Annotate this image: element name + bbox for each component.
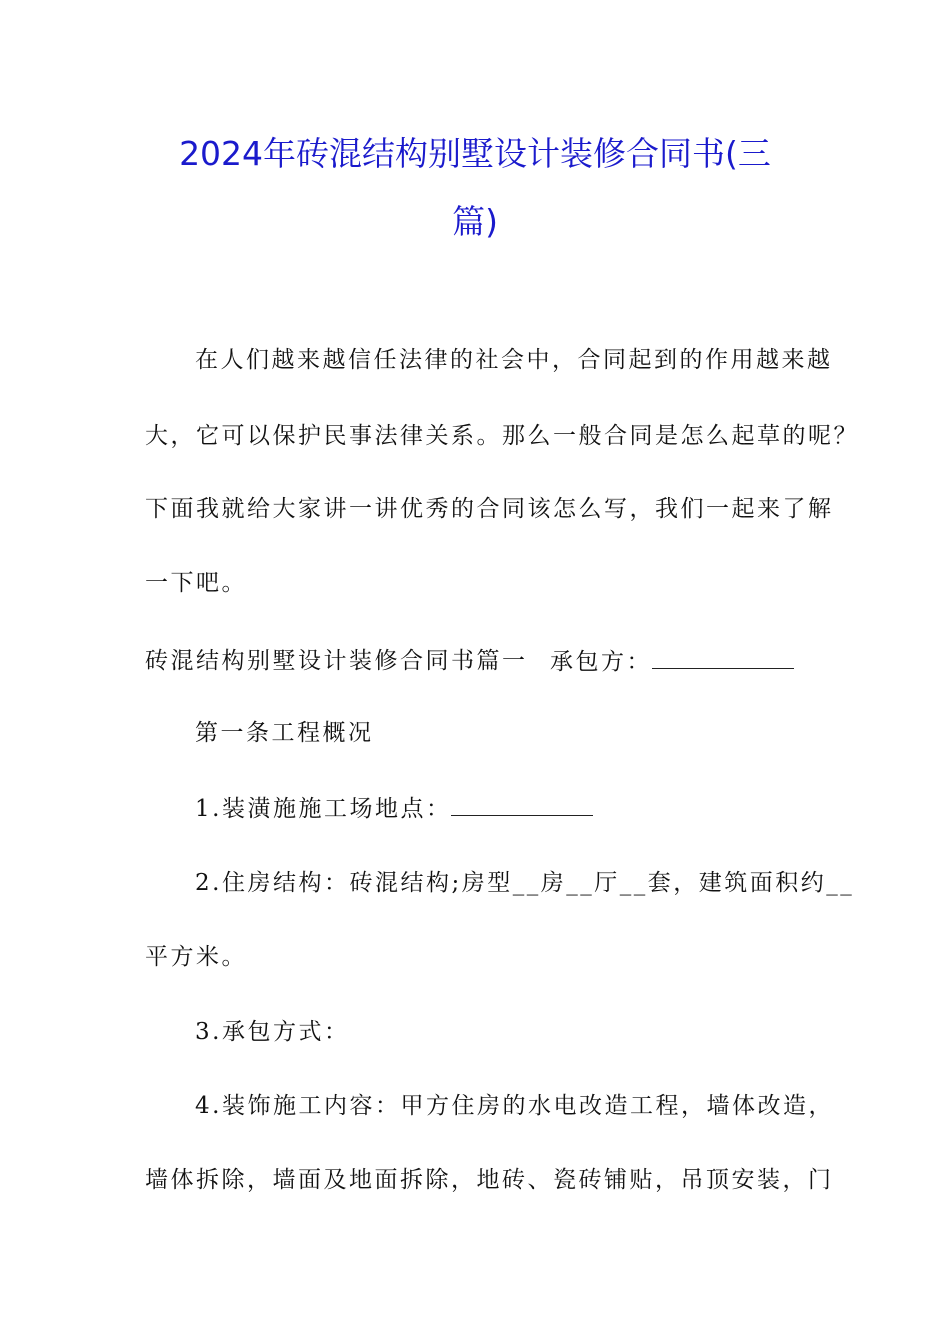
intro-paragraph-line-4: 一下吧。	[145, 570, 247, 596]
item-3: 3.承包方式：	[195, 1019, 350, 1045]
section-heading: 砖混结构别墅设计装修合同书篇一	[145, 648, 528, 674]
contractor-label: 承包方：	[550, 649, 652, 675]
contractor-field	[550, 650, 794, 674]
item-4-line-2: 墙体拆除，墙面及地面拆除，地砖、瓷砖铺贴，吊顶安装，门	[145, 1167, 834, 1193]
intro-paragraph-line-2: 大，它可以保护民事法律关系。那么一般合同是怎么起草的呢？	[145, 423, 859, 449]
intro-paragraph-line-3: 下面我就给大家讲一讲优秀的合同该怎么写，我们一起来了解	[145, 496, 834, 522]
item-1-blank	[451, 797, 593, 816]
item-2-line-2: 平方米。	[145, 944, 247, 970]
document-title-line-1: 2024年砖混结构别墅设计装修合同书(三	[179, 134, 771, 173]
contractor-blank	[652, 650, 794, 669]
item-1	[195, 797, 593, 821]
article-1-title: 第一条工程概况	[195, 720, 374, 746]
item-1-text: 1.装潢施施工场地点：	[195, 796, 452, 822]
item-2-line-1: 2.住房结构：砖混结构;房型__房__厅__套，建筑面积约__	[195, 870, 855, 896]
intro-paragraph-line-1: 在人们越来越信任法律的社会中，合同起到的作用越来越	[195, 347, 833, 373]
item-4-line-1: 4.装饰施工内容：甲方住房的水电改造工程，墙体改造，	[195, 1093, 834, 1119]
document-title-line-2: 篇)	[452, 202, 498, 241]
